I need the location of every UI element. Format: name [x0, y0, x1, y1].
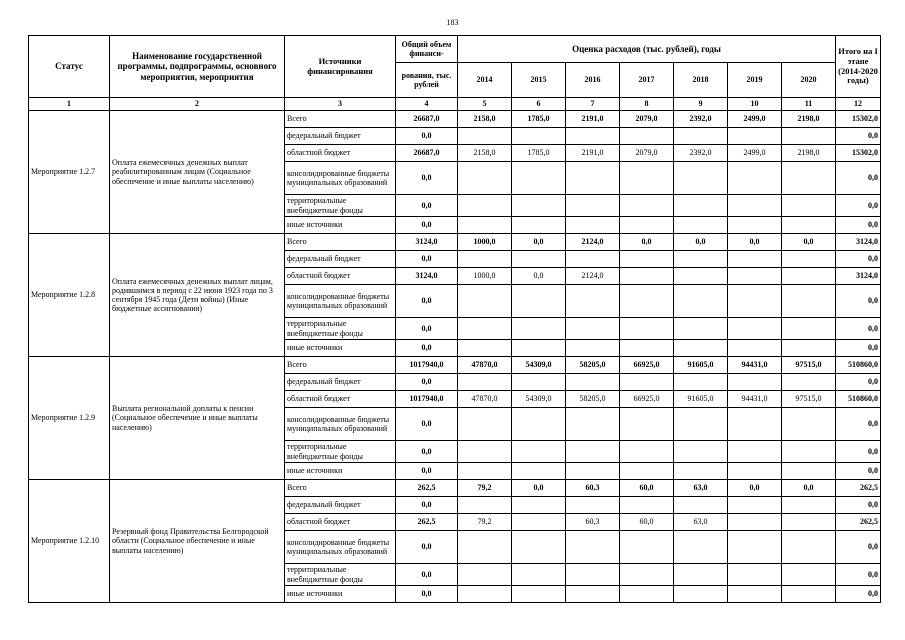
funding-source: иные источники [285, 586, 396, 603]
year-value-cell [458, 340, 512, 357]
stage-total-cell: 510860,0 [836, 391, 881, 408]
year-value-cell [512, 217, 566, 234]
total-volume-cell: 0,0 [396, 195, 458, 217]
year-value-cell: 91605,0 [674, 357, 728, 374]
year-value-cell [728, 251, 782, 268]
year-value-cell [566, 251, 620, 268]
year-value-cell [458, 318, 512, 340]
year-value-cell [512, 463, 566, 480]
header-year: 2014 [458, 63, 512, 98]
column-number: 4 [396, 98, 458, 111]
measure-name: Оплата ежемесячных денежных выплат лицам, родившимся в период с 22 июня 1923 года по 3 сентября 1945 года (Дети войны) (Иные бюджетные ассигнования) [110, 234, 285, 357]
stage-total-cell: 0,0 [836, 564, 881, 586]
header-total-volume-bottom: рования, тыс. рублей [396, 63, 458, 98]
year-value-cell [674, 408, 728, 441]
year-value-cell [566, 564, 620, 586]
measure-name: Оплата ежемесячных денежных выплат реабилитированным лицам (Социальное обеспечение и иные выплаты населению) [110, 111, 285, 234]
column-number: 7 [566, 98, 620, 111]
funding-source: Всего [285, 111, 396, 128]
year-value-cell [782, 586, 836, 603]
year-value-cell [674, 497, 728, 514]
stage-total-cell: 262,5 [836, 480, 881, 497]
year-value-cell [512, 285, 566, 318]
year-value-cell: 0,0 [782, 234, 836, 251]
stage-total-cell: 15302,0 [836, 111, 881, 128]
year-value-cell [512, 318, 566, 340]
measure-name: Резервный фонд Правительства Белгородской области (Социальное обеспечение и иные выплаты населению) [110, 480, 285, 603]
stage-total-cell: 0,0 [836, 441, 881, 463]
total-volume-cell: 0,0 [396, 531, 458, 564]
year-value-cell: 2158,0 [458, 111, 512, 128]
total-volume-cell: 0,0 [396, 318, 458, 340]
year-value-cell [620, 318, 674, 340]
year-value-cell [566, 217, 620, 234]
year-value-cell [512, 531, 566, 564]
stage-total-cell: 510860,0 [836, 357, 881, 374]
year-value-cell [782, 514, 836, 531]
year-value-cell [728, 340, 782, 357]
year-value-cell [674, 340, 728, 357]
total-volume-cell: 0,0 [396, 340, 458, 357]
funding-source: федеральный бюджет [285, 497, 396, 514]
column-number: 2 [110, 98, 285, 111]
year-value-cell [674, 217, 728, 234]
funding-source: областной бюджет [285, 391, 396, 408]
year-value-cell [458, 408, 512, 441]
year-value-cell [782, 497, 836, 514]
year-value-cell [728, 531, 782, 564]
total-volume-cell: 0,0 [396, 217, 458, 234]
year-value-cell [566, 531, 620, 564]
header-year: 2016 [566, 63, 620, 98]
year-value-cell: 97515,0 [782, 391, 836, 408]
header-sources: Источники финансирования [285, 36, 396, 98]
year-value-cell [458, 564, 512, 586]
year-value-cell [620, 374, 674, 391]
header-year: 2015 [512, 63, 566, 98]
financing-table [28, 35, 881, 603]
year-value-cell [620, 408, 674, 441]
year-value-cell: 0,0 [512, 268, 566, 285]
year-value-cell: 0,0 [728, 234, 782, 251]
total-volume-cell: 1017940,0 [396, 391, 458, 408]
year-value-cell [620, 251, 674, 268]
stage-total-cell: 0,0 [836, 318, 881, 340]
year-value-cell [782, 217, 836, 234]
year-value-cell [566, 374, 620, 391]
year-value-cell [782, 441, 836, 463]
row-total [29, 234, 881, 251]
stage-total-cell: 262,5 [836, 514, 881, 531]
total-volume-cell: 0,0 [396, 564, 458, 586]
year-value-cell [620, 441, 674, 463]
year-value-cell [674, 162, 728, 195]
year-value-cell [458, 586, 512, 603]
year-value-cell [620, 497, 674, 514]
year-value-cell [458, 441, 512, 463]
total-volume-cell: 3124,0 [396, 234, 458, 251]
column-number: 11 [782, 98, 836, 111]
header-program-name: Наименование государственной программы, подпрограммы, основного мероприятия, мероприятия [110, 36, 285, 98]
year-value-cell [674, 128, 728, 145]
year-value-cell [620, 564, 674, 586]
year-value-cell [782, 128, 836, 145]
year-value-cell: 2079,0 [620, 145, 674, 162]
year-value-cell [782, 162, 836, 195]
year-value-cell [512, 251, 566, 268]
year-value-cell: 1000,0 [458, 268, 512, 285]
funding-source: областной бюджет [285, 268, 396, 285]
funding-source: Всего [285, 357, 396, 374]
stage-total-cell: 15302,0 [836, 145, 881, 162]
funding-source: консолидированные бюджеты муниципальных образований [285, 408, 396, 441]
total-volume-cell: 0,0 [396, 285, 458, 318]
year-value-cell [566, 340, 620, 357]
year-value-cell [458, 128, 512, 145]
funding-source: территориальные внебюджетные фонды [285, 195, 396, 217]
year-value-cell [458, 195, 512, 217]
year-value-cell: 2191,0 [566, 111, 620, 128]
year-value-cell [674, 195, 728, 217]
year-value-cell [620, 162, 674, 195]
year-value-cell: 0,0 [782, 480, 836, 497]
year-value-cell: 63,0 [674, 514, 728, 531]
year-value-cell [458, 374, 512, 391]
year-value-cell [620, 586, 674, 603]
year-value-cell [674, 586, 728, 603]
year-value-cell [458, 162, 512, 195]
year-value-cell [566, 285, 620, 318]
stage-total-cell: 0,0 [836, 195, 881, 217]
year-value-cell [782, 318, 836, 340]
year-value-cell: 60,0 [620, 480, 674, 497]
year-value-cell [782, 195, 836, 217]
stage-total-cell: 0,0 [836, 340, 881, 357]
year-value-cell [674, 441, 728, 463]
year-value-cell: 0,0 [674, 234, 728, 251]
stage-total-cell: 0,0 [836, 374, 881, 391]
year-value-cell: 94431,0 [728, 391, 782, 408]
year-value-cell [620, 268, 674, 285]
year-value-cell [782, 340, 836, 357]
year-value-cell [782, 374, 836, 391]
year-value-cell [458, 285, 512, 318]
year-value-cell: 54309,0 [512, 357, 566, 374]
year-value-cell [728, 318, 782, 340]
total-volume-cell: 0,0 [396, 162, 458, 195]
funding-source: федеральный бюджет [285, 251, 396, 268]
stage-total-cell: 3124,0 [836, 234, 881, 251]
total-volume-cell: 0,0 [396, 463, 458, 480]
year-value-cell [512, 374, 566, 391]
stage-total-cell: 0,0 [836, 128, 881, 145]
year-value-cell [674, 531, 728, 564]
funding-source: консолидированные бюджеты муниципальных образований [285, 162, 396, 195]
year-value-cell: 2198,0 [782, 111, 836, 128]
year-value-cell [512, 340, 566, 357]
year-value-cell [458, 217, 512, 234]
year-value-cell [728, 463, 782, 480]
total-volume-cell: 26687,0 [396, 145, 458, 162]
funding-source: иные источники [285, 217, 396, 234]
column-number: 8 [620, 98, 674, 111]
year-value-cell [728, 497, 782, 514]
year-value-cell [512, 128, 566, 145]
year-value-cell [566, 586, 620, 603]
year-value-cell [674, 463, 728, 480]
year-value-cell [728, 217, 782, 234]
year-value-cell [728, 408, 782, 441]
year-value-cell [620, 463, 674, 480]
year-value-cell: 0,0 [512, 480, 566, 497]
year-value-cell: 1000,0 [458, 234, 512, 251]
year-value-cell [458, 251, 512, 268]
total-volume-cell: 26687,0 [396, 111, 458, 128]
year-value-cell: 60,0 [620, 514, 674, 531]
measure-status: Мероприятие 1.2.8 [29, 234, 110, 357]
year-value-cell [512, 564, 566, 586]
funding-source: иные источники [285, 340, 396, 357]
year-value-cell: 66925,0 [620, 357, 674, 374]
year-value-cell: 2198,0 [782, 145, 836, 162]
year-value-cell [566, 128, 620, 145]
page-number: 183 [446, 18, 459, 27]
year-value-cell [620, 217, 674, 234]
stage-total-cell: 0,0 [836, 586, 881, 603]
year-value-cell: 47870,0 [458, 357, 512, 374]
year-value-cell [782, 564, 836, 586]
year-value-cell: 0,0 [728, 480, 782, 497]
year-value-cell: 2124,0 [566, 234, 620, 251]
year-value-cell [512, 497, 566, 514]
year-value-cell [620, 531, 674, 564]
total-volume-cell: 262,5 [396, 514, 458, 531]
stage-total-cell: 0,0 [836, 408, 881, 441]
year-value-cell [566, 441, 620, 463]
year-value-cell [566, 318, 620, 340]
stage-total-cell: 0,0 [836, 463, 881, 480]
year-value-cell [728, 128, 782, 145]
year-value-cell: 54309,0 [512, 391, 566, 408]
total-volume-cell: 0,0 [396, 586, 458, 603]
year-value-cell [728, 285, 782, 318]
year-value-cell [782, 463, 836, 480]
year-value-cell [512, 195, 566, 217]
year-value-cell [620, 128, 674, 145]
header-row-top [29, 36, 881, 63]
header-year: 2020 [782, 63, 836, 98]
year-value-cell: 94431,0 [728, 357, 782, 374]
year-value-cell [674, 251, 728, 268]
year-value-cell [620, 340, 674, 357]
year-value-cell: 0,0 [512, 234, 566, 251]
year-value-cell [728, 162, 782, 195]
column-number: 12 [836, 98, 881, 111]
year-value-cell: 0,0 [620, 234, 674, 251]
year-value-cell: 2499,0 [728, 145, 782, 162]
row-total [29, 111, 881, 128]
year-value-cell [512, 586, 566, 603]
year-value-cell [458, 463, 512, 480]
stage-total-cell: 0,0 [836, 217, 881, 234]
year-value-cell [620, 285, 674, 318]
year-value-cell [566, 408, 620, 441]
total-volume-cell: 0,0 [396, 374, 458, 391]
year-value-cell [566, 463, 620, 480]
year-value-cell [674, 318, 728, 340]
total-volume-cell: 1017940,0 [396, 357, 458, 374]
year-value-cell [728, 441, 782, 463]
year-value-cell: 2079,0 [620, 111, 674, 128]
year-value-cell [728, 195, 782, 217]
year-value-cell [782, 408, 836, 441]
column-number: 1 [29, 98, 110, 111]
funding-source: территориальные внебюджетные фонды [285, 318, 396, 340]
header-year: 2017 [620, 63, 674, 98]
column-number-row [29, 98, 881, 111]
year-value-cell [728, 268, 782, 285]
year-value-cell: 2392,0 [674, 145, 728, 162]
total-volume-cell: 0,0 [396, 497, 458, 514]
funding-source: иные источники [285, 463, 396, 480]
year-value-cell [566, 195, 620, 217]
funding-source: областной бюджет [285, 514, 396, 531]
year-value-cell [566, 162, 620, 195]
year-value-cell: 97515,0 [782, 357, 836, 374]
year-value-cell [782, 268, 836, 285]
year-value-cell [566, 497, 620, 514]
header-stage-total: Итого на I этапе (2014-2020 годы) [836, 36, 881, 98]
year-value-cell [728, 564, 782, 586]
measure-name: Выплата региональной доплаты к пенсии (Социальное обеспечение и иные выплаты населению) [110, 357, 285, 480]
measure-status: Мероприятие 1.2.10 [29, 480, 110, 603]
year-value-cell [620, 195, 674, 217]
year-value-cell [674, 268, 728, 285]
year-value-cell [674, 374, 728, 391]
header-year: 2018 [674, 63, 728, 98]
total-volume-cell: 0,0 [396, 441, 458, 463]
funding-source: областной бюджет [285, 145, 396, 162]
total-volume-cell: 0,0 [396, 128, 458, 145]
funding-source: Всего [285, 234, 396, 251]
measure-status: Мероприятие 1.2.9 [29, 357, 110, 480]
year-value-cell: 79,2 [458, 514, 512, 531]
year-value-cell: 58205,0 [566, 391, 620, 408]
column-number: 9 [674, 98, 728, 111]
year-value-cell [728, 586, 782, 603]
year-value-cell: 58205,0 [566, 357, 620, 374]
row-total [29, 480, 881, 497]
funding-source: территориальные внебюджетные фонды [285, 441, 396, 463]
year-value-cell: 91605,0 [674, 391, 728, 408]
stage-total-cell: 0,0 [836, 251, 881, 268]
column-number: 10 [728, 98, 782, 111]
year-value-cell: 2158,0 [458, 145, 512, 162]
funding-source: федеральный бюджет [285, 128, 396, 145]
year-value-cell [512, 162, 566, 195]
year-value-cell: 1785,0 [512, 111, 566, 128]
year-value-cell: 79,2 [458, 480, 512, 497]
year-value-cell [512, 514, 566, 531]
total-volume-cell: 3124,0 [396, 268, 458, 285]
year-value-cell [728, 374, 782, 391]
measure-status: Мероприятие 1.2.7 [29, 111, 110, 234]
funding-source: территориальные внебюджетные фонды [285, 564, 396, 586]
year-value-cell [782, 285, 836, 318]
funding-source: Всего [285, 480, 396, 497]
year-value-cell [458, 531, 512, 564]
header-year: 2019 [728, 63, 782, 98]
total-volume-cell: 0,0 [396, 408, 458, 441]
year-value-cell: 2124,0 [566, 268, 620, 285]
year-value-cell: 2499,0 [728, 111, 782, 128]
header-total-volume-top: Общий объем финанси- [396, 36, 458, 63]
year-value-cell [782, 531, 836, 564]
year-value-cell: 63,0 [674, 480, 728, 497]
year-value-cell: 2191,0 [566, 145, 620, 162]
year-value-cell [782, 251, 836, 268]
year-value-cell [512, 441, 566, 463]
year-value-cell [728, 514, 782, 531]
year-value-cell: 2392,0 [674, 111, 728, 128]
groups-body [29, 111, 881, 603]
funding-source: федеральный бюджет [285, 374, 396, 391]
row-total [29, 357, 881, 374]
year-value-cell: 1785,0 [512, 145, 566, 162]
column-number: 6 [512, 98, 566, 111]
year-value-cell [674, 564, 728, 586]
year-value-cell: 60,3 [566, 480, 620, 497]
stage-total-cell: 0,0 [836, 531, 881, 564]
year-value-cell: 66925,0 [620, 391, 674, 408]
funding-source: консолидированные бюджеты муниципальных образований [285, 531, 396, 564]
year-value-cell [674, 285, 728, 318]
column-number: 5 [458, 98, 512, 111]
header-estimate: Оценка расходов (тыс. рублей), годы [458, 36, 836, 63]
total-volume-cell: 262,5 [396, 480, 458, 497]
stage-total-cell: 0,0 [836, 497, 881, 514]
column-number: 3 [285, 98, 396, 111]
year-value-cell: 47870,0 [458, 391, 512, 408]
header-status: Статус [29, 36, 110, 98]
total-volume-cell: 0,0 [396, 251, 458, 268]
stage-total-cell: 3124,0 [836, 268, 881, 285]
year-value-cell [512, 408, 566, 441]
stage-total-cell: 0,0 [836, 162, 881, 195]
funding-source: консолидированные бюджеты муниципальных образований [285, 285, 396, 318]
stage-total-cell: 0,0 [836, 285, 881, 318]
year-value-cell: 60,3 [566, 514, 620, 531]
year-value-cell [458, 497, 512, 514]
